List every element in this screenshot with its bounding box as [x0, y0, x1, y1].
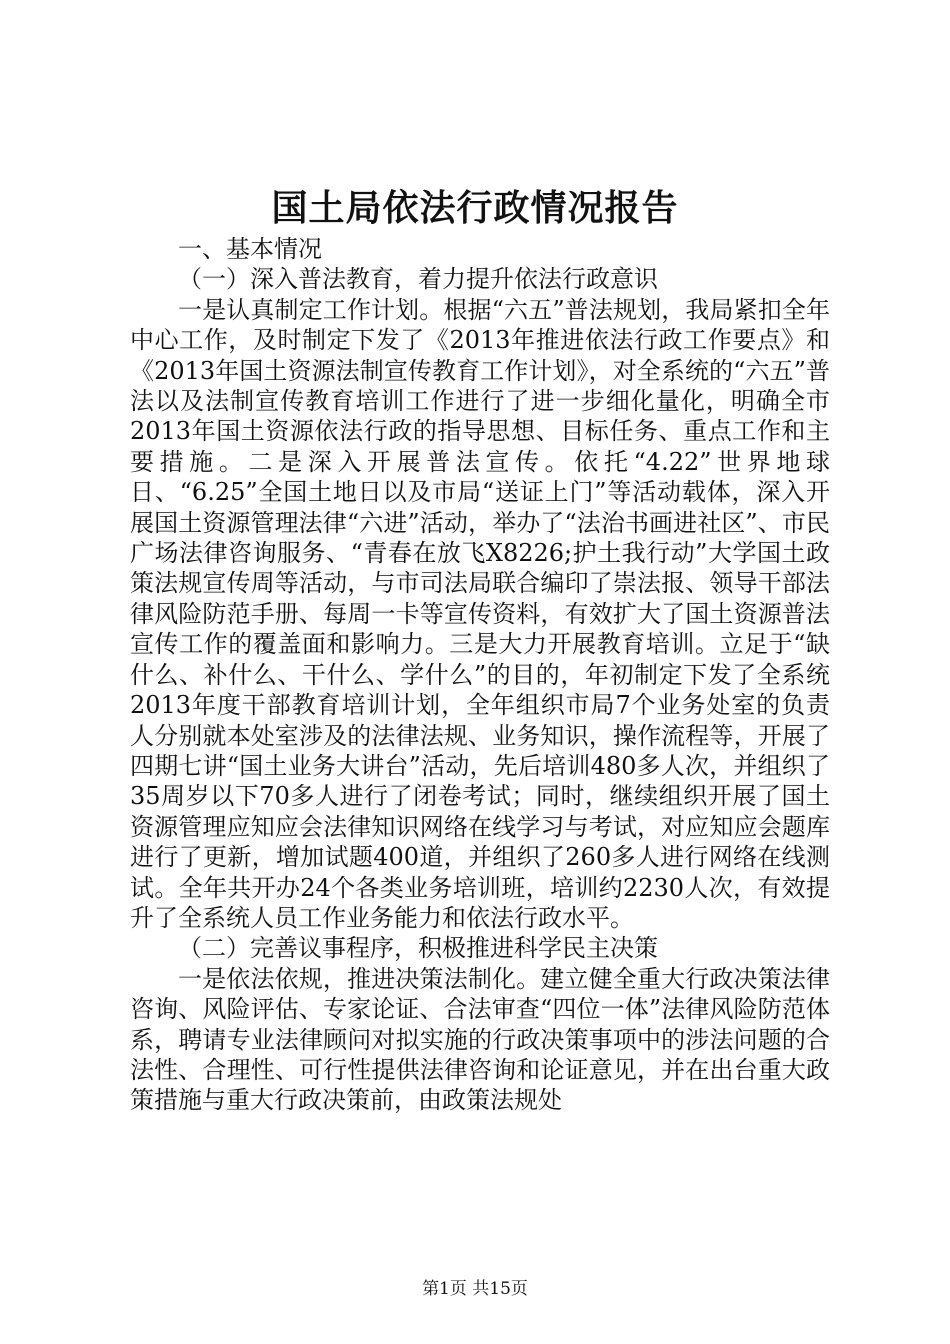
document-body: [130, 234, 830, 1116]
document-title: 国土局依法行政情况报告: [271, 187, 679, 229]
body-paragraph: 一是依法依规，推进决策法制化。建立健全重大行政决策法律咨询、风险评估、专家论证、合法审查“四位一体”法律风险防范体系，聘请专业法律顾问对拟实施的行政决策事项中的涉法问题的合法性、合理性、可行性提供法律咨询和论证意见，并在出台重大政策措施与重大行政决策前，由政策法规处: [130, 964, 830, 1115]
page-footer: 第1页 共15页: [422, 1279, 528, 1299]
body-paragraph: 一是认真制定工作计划。根据“六五”普法规划，我局紧扣全年中心工作，及时制定下发了《2013年推进依法行政工作要点》和《2013年国土资源法制宣传教育工作计划》，对全系统的“六五”普法以及法制宣传教育培训工作进行了进一步细化量化，明确全市2013年国土资源依法行政的指导思想、目标任务、重点工作和主要措施。二是深入开展普法宣传。依托“4.22”世界地球日、“6.25”全国土地日以及市局“送证上门”等活动载体，深入开展国土资源管理法律“六进”活动，举办了“法治书画进社区”、市民广场法律咨询服务、“青春在放飞X8226;护土我行动”大学国土政策法规宣传周等活动，与市司法局联合编印了崇法报、领导干部法律风险防范手册、每周一卡等宣传资料，有效扩大了国土资源普法宣传工作的覆盖面和影响力。三是大力开展教育培训。立足于“缺什么、补什么、干什么、学什么”的目的，年初制定下发了全系统2013年度干部教育培训计划，全年组织市局7个业务处室的负责人分别就本处室涉及的法律法规、业务知识，操作流程等，开展了四期七讲“国土业务大讲台”活动，先后培训480多人次，并组织了35周岁以下70多人进行了闭卷考试；同时，继续组织开展了国土资源管理应知应会法律知识网络在线学习与考试，对应知应会题库进行了更新，增加试题400道，并组织了260多人进行网络在线测试。全年共开办24个各类业务培训班，培训约2230人次，有效提升了全系统人员工作业务能力和依法行政水平。: [130, 295, 830, 932]
section-heading-basic-situation: 一、基本情况: [178, 235, 322, 263]
subsection-heading-decision-procedure: （二）完善议事程序，积极推进科学民主决策: [178, 934, 658, 963]
subsection-heading-legal-education: （一）深入普法教育，着力提升依法行政意识: [178, 265, 658, 294]
